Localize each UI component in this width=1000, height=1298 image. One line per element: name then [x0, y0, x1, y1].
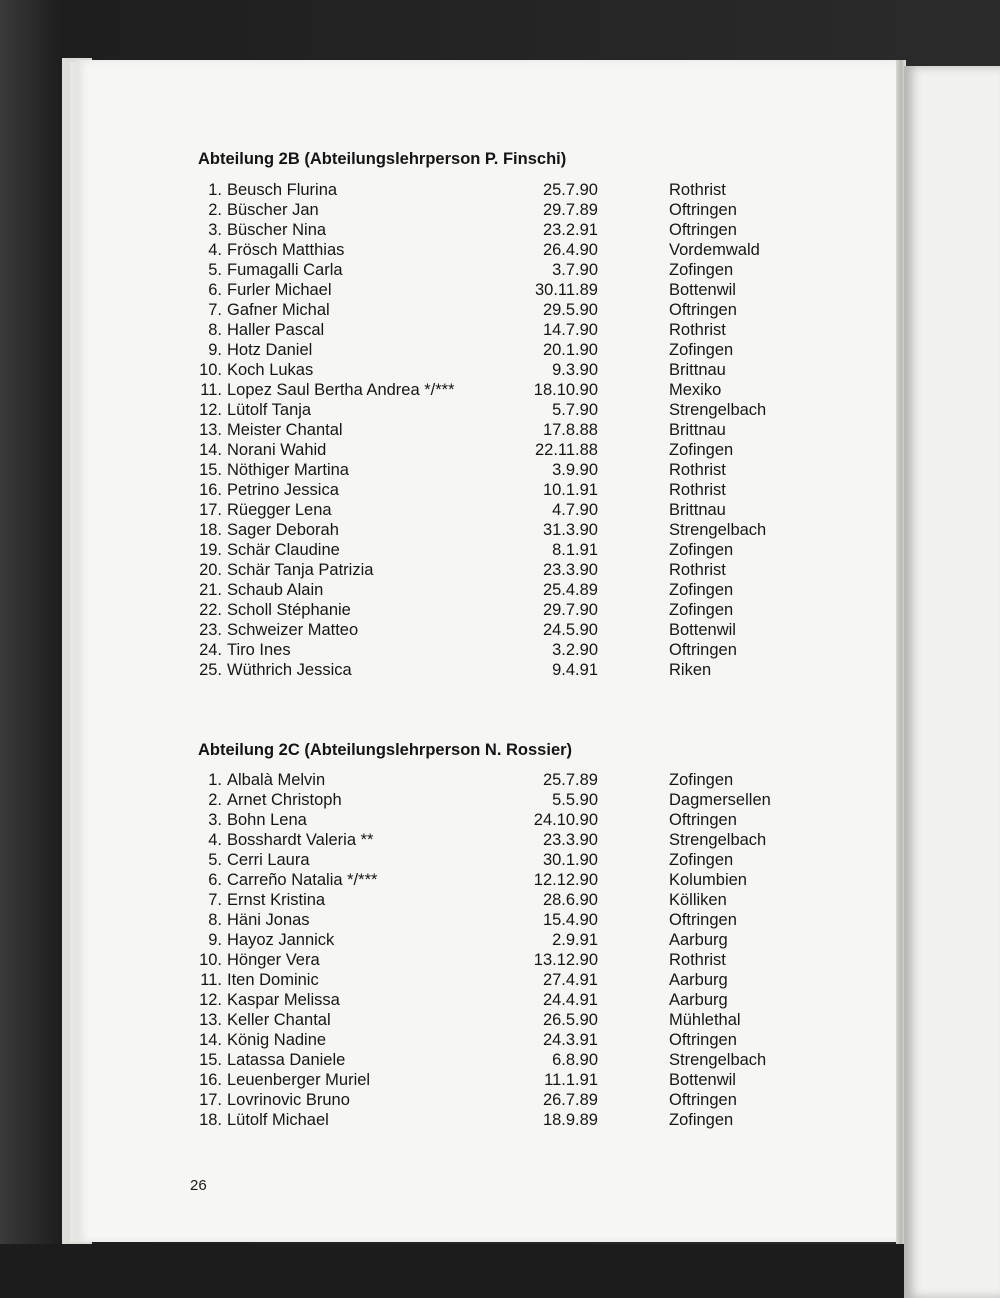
student-name: Lopez Saul Bertha Andrea */***	[227, 381, 455, 399]
student-name: Ernst Kristina	[227, 891, 326, 909]
home-town: Rothrist	[669, 951, 726, 969]
table-row	[194, 501, 814, 521]
row-number: 6.	[208, 281, 222, 299]
student-name: Hayoz Jannick	[227, 931, 335, 949]
student-name: Norani Wahid	[227, 441, 327, 459]
table-row	[194, 661, 814, 681]
row-number: 4.	[208, 831, 222, 849]
table-row	[194, 581, 814, 601]
table-row	[194, 481, 814, 501]
student-name: Rüegger Lena	[227, 501, 332, 519]
table-row	[194, 601, 814, 621]
birth-date: 24.10.90	[533, 811, 598, 829]
table-row	[194, 871, 814, 891]
row-number: 9.	[208, 931, 222, 949]
birth-date: 26.5.90	[542, 1011, 598, 1029]
home-town: Oftringen	[669, 811, 737, 829]
section-title-bold: Abteilung 2B	[198, 150, 300, 168]
student-name: Hönger Vera	[227, 951, 320, 969]
student-name: Büscher Jan	[227, 201, 319, 219]
birth-date: 28.6.90	[542, 891, 598, 909]
table-row	[194, 1111, 814, 1131]
student-name: Lütolf Michael	[227, 1111, 329, 1129]
home-town: Rothrist	[669, 461, 726, 479]
row-number: 18.	[199, 1111, 222, 1129]
row-number: 8.	[208, 911, 222, 929]
section-title-2c	[198, 741, 572, 760]
birth-date: 11.1.91	[544, 1071, 598, 1089]
table-row	[194, 971, 814, 991]
row-number: 19.	[199, 541, 222, 559]
table-row	[194, 891, 814, 911]
birth-date: 26.4.90	[542, 241, 598, 259]
table-row	[194, 911, 814, 931]
row-number: 25.	[199, 661, 222, 679]
birth-date: 3.9.90	[552, 461, 598, 479]
table-row	[194, 221, 814, 241]
row-number: 15.	[199, 461, 222, 479]
birth-date: 26.7.89	[542, 1091, 598, 1109]
table-row	[194, 811, 814, 831]
table-row	[194, 461, 814, 481]
table-row	[194, 771, 814, 791]
student-name: Lovrinovic Bruno	[227, 1091, 350, 1109]
table-row	[194, 1031, 814, 1051]
student-list-2b	[194, 181, 814, 681]
table-row	[194, 931, 814, 951]
table-row	[194, 261, 814, 281]
section-title-bold: Abteilung 2C	[198, 741, 300, 759]
home-town: Brittnau	[669, 501, 726, 519]
student-name: Iten Dominic	[227, 971, 319, 989]
row-number: 5.	[208, 261, 222, 279]
table-row	[194, 201, 814, 221]
home-town: Brittnau	[669, 361, 726, 379]
row-number: 17.	[199, 1091, 222, 1109]
birth-date: 18.10.90	[533, 381, 598, 399]
table-row	[194, 181, 814, 201]
student-name: Albalà Melvin	[227, 771, 326, 789]
student-name: Leuenberger Muriel	[227, 1071, 371, 1089]
row-number: 2.	[208, 791, 222, 809]
birth-date: 17.8.88	[542, 421, 598, 439]
row-number: 6.	[208, 871, 222, 889]
home-town: Oftringen	[669, 1031, 737, 1049]
table-row	[194, 1091, 814, 1111]
student-name: Häni Jonas	[227, 911, 310, 929]
birth-date: 14.7.90	[542, 321, 598, 339]
home-town: Aarburg	[669, 991, 728, 1009]
row-number: 21.	[199, 581, 222, 599]
student-name: Carreño Natalia */***	[227, 871, 378, 889]
birth-date: 18.9.89	[542, 1111, 598, 1129]
student-name: Wüthrich Jessica	[227, 661, 352, 679]
birth-date: 13.12.90	[533, 951, 598, 969]
student-name: Lütolf Tanja	[227, 401, 312, 419]
row-number: 7.	[208, 301, 222, 319]
student-name: Keller Chantal	[227, 1011, 331, 1029]
home-town: Zofingen	[669, 261, 734, 279]
home-town: Dagmersellen	[669, 791, 771, 809]
row-number: 10.	[199, 951, 222, 969]
home-town: Rothrist	[669, 481, 726, 499]
student-name: Fumagalli Carla	[227, 261, 343, 279]
home-town: Strengelbach	[669, 1051, 767, 1069]
table-row	[194, 991, 814, 1011]
row-number: 18.	[199, 521, 222, 539]
student-name: Cerri Laura	[227, 851, 310, 869]
home-town: Kölliken	[669, 891, 727, 909]
table-row	[194, 321, 814, 341]
page-number: 26	[190, 1177, 207, 1194]
birth-date: 12.12.90	[533, 871, 598, 889]
student-list-2c	[194, 771, 814, 1131]
row-number: 12.	[199, 991, 222, 1009]
row-number: 5.	[208, 851, 222, 869]
table-row	[194, 1071, 814, 1091]
birth-date: 23.2.91	[542, 221, 598, 239]
birth-date: 23.3.90	[542, 561, 598, 579]
birth-date: 24.5.90	[542, 621, 598, 639]
birth-date: 10.1.91	[542, 481, 598, 499]
student-name: Schär Claudine	[227, 541, 340, 559]
table-row	[194, 521, 814, 541]
birth-date: 29.7.89	[542, 201, 598, 219]
row-number: 24.	[199, 641, 222, 659]
home-town: Zofingen	[669, 771, 734, 789]
table-row	[194, 421, 814, 441]
row-number: 3.	[208, 811, 222, 829]
home-town: Mexiko	[669, 381, 722, 399]
table-row	[194, 951, 814, 971]
home-town: Mühlethal	[669, 1011, 741, 1029]
birth-date: 30.11.89	[534, 281, 598, 299]
birth-date: 24.4.91	[542, 991, 598, 1009]
home-town: Rothrist	[669, 561, 726, 579]
table-row	[194, 361, 814, 381]
student-name: Schär Tanja Patrizia	[227, 561, 374, 579]
row-number: 23.	[199, 621, 222, 639]
home-town: Zofingen	[669, 341, 734, 359]
table-row	[194, 281, 814, 301]
row-number: 15.	[199, 1051, 222, 1069]
student-name: Gafner Michal	[227, 301, 330, 319]
birth-date: 20.1.90	[542, 341, 598, 359]
home-town: Rothrist	[669, 321, 726, 339]
student-name: Bohn Lena	[227, 811, 307, 829]
home-town: Oftringen	[669, 1091, 737, 1109]
row-number: 13.	[199, 421, 222, 439]
row-number: 10.	[199, 361, 222, 379]
table-row	[194, 621, 814, 641]
birth-date: 23.3.90	[542, 831, 598, 849]
table-row	[194, 851, 814, 871]
home-town: Zofingen	[669, 851, 734, 869]
birth-date: 24.3.91	[542, 1031, 598, 1049]
home-town: Strengelbach	[669, 521, 767, 539]
row-number: 3.	[208, 221, 222, 239]
home-town: Zofingen	[669, 1111, 734, 1129]
row-number: 16.	[199, 1071, 222, 1089]
home-town: Vordemwald	[669, 241, 760, 259]
student-name: Kaspar Melissa	[227, 991, 340, 1009]
scan-border-bottom	[0, 1244, 904, 1298]
student-name: Bosshardt Valeria **	[227, 831, 374, 849]
table-row	[194, 401, 814, 421]
row-number: 14.	[199, 441, 222, 459]
home-town: Bottenwil	[669, 621, 736, 639]
student-name: Büscher Nina	[227, 221, 327, 239]
student-name: Scholl Stéphanie	[227, 601, 351, 619]
home-town: Zofingen	[669, 441, 734, 459]
row-number: 14.	[199, 1031, 222, 1049]
birth-date: 9.3.90	[552, 361, 598, 379]
student-name: Frösch Matthias	[227, 241, 345, 259]
birth-date: 9.4.91	[552, 661, 598, 679]
home-town: Aarburg	[669, 971, 728, 989]
student-name: Schweizer Matteo	[227, 621, 359, 639]
row-number: 2.	[208, 201, 222, 219]
row-number: 20.	[199, 561, 222, 579]
student-name: König Nadine	[227, 1031, 327, 1049]
home-town: Riken	[669, 661, 712, 679]
birth-date: 29.7.90	[542, 601, 598, 619]
row-number: 9.	[208, 341, 222, 359]
row-number: 11.	[200, 971, 222, 989]
home-town: Bottenwil	[669, 1071, 736, 1089]
table-row	[194, 1011, 814, 1031]
birth-date: 25.7.90	[542, 181, 598, 199]
row-number: 1.	[208, 771, 222, 789]
table-row	[194, 561, 814, 581]
section-title-teacher: (Abteilungslehrperson P. Finschi)	[299, 150, 567, 168]
home-town: Bottenwil	[669, 281, 736, 299]
student-name: Haller Pascal	[227, 321, 325, 339]
student-name: Nöthiger Martina	[227, 461, 349, 479]
home-town: Zofingen	[669, 541, 734, 559]
birth-date: 25.4.89	[542, 581, 598, 599]
table-row	[194, 541, 814, 561]
birth-date: 5.7.90	[552, 401, 598, 419]
birth-date: 22.11.88	[534, 441, 598, 459]
student-name: Hotz Daniel	[227, 341, 313, 359]
student-name: Koch Lukas	[227, 361, 314, 379]
birth-date: 5.5.90	[552, 791, 598, 809]
student-name: Sager Deborah	[227, 521, 339, 539]
home-town: Zofingen	[669, 581, 734, 599]
row-number: 12.	[199, 401, 222, 419]
home-town: Oftringen	[669, 301, 737, 319]
row-number: 4.	[208, 241, 222, 259]
birth-date: 29.5.90	[542, 301, 598, 319]
table-row	[194, 441, 814, 461]
student-name: Tiro Ines	[227, 641, 291, 659]
birth-date: 4.7.90	[552, 501, 598, 519]
birth-date: 2.9.91	[552, 931, 598, 949]
row-number: 8.	[208, 321, 222, 339]
home-town: Oftringen	[669, 911, 737, 929]
table-row	[194, 241, 814, 261]
table-row	[194, 301, 814, 321]
student-name: Arnet Christoph	[227, 791, 342, 809]
table-row	[194, 1051, 814, 1071]
student-name: Meister Chantal	[227, 421, 343, 439]
birth-date: 15.4.90	[542, 911, 598, 929]
student-name: Schaub Alain	[227, 581, 324, 599]
home-town: Strengelbach	[669, 831, 767, 849]
student-name: Furler Michael	[227, 281, 332, 299]
birth-date: 30.1.90	[542, 851, 598, 869]
home-town: Aarburg	[669, 931, 728, 949]
student-name: Latassa Daniele	[227, 1051, 346, 1069]
home-town: Oftringen	[669, 221, 737, 239]
section-title-2b	[198, 150, 566, 169]
table-row	[194, 831, 814, 851]
student-name: Beusch Flurina	[227, 181, 338, 199]
table-row	[194, 641, 814, 661]
section-title-teacher: (Abteilungslehrperson N. Rossier)	[299, 741, 573, 759]
home-town: Zofingen	[669, 601, 734, 619]
row-number: 16.	[199, 481, 222, 499]
row-number: 11.	[200, 381, 222, 399]
birth-date: 25.7.89	[542, 771, 598, 789]
birth-date: 3.2.90	[552, 641, 598, 659]
table-row	[194, 791, 814, 811]
birth-date: 31.3.90	[542, 521, 598, 539]
home-town: Oftringen	[669, 641, 737, 659]
table-row	[194, 381, 814, 401]
row-number: 7.	[208, 891, 222, 909]
home-town: Strengelbach	[669, 401, 767, 419]
row-number: 1.	[208, 181, 222, 199]
birth-date: 8.1.91	[552, 541, 598, 559]
row-number: 13.	[199, 1011, 222, 1029]
birth-date: 3.7.90	[552, 261, 598, 279]
home-town: Rothrist	[669, 181, 726, 199]
home-town: Brittnau	[669, 421, 726, 439]
home-town: Kolumbien	[669, 871, 747, 889]
table-row	[194, 341, 814, 361]
row-number: 17.	[199, 501, 222, 519]
home-town: Oftringen	[669, 201, 737, 219]
birth-date: 27.4.91	[542, 971, 598, 989]
row-number: 22.	[199, 601, 222, 619]
student-name: Petrino Jessica	[227, 481, 339, 499]
facing-page-edge	[904, 66, 1000, 1298]
birth-date: 6.8.90	[552, 1051, 598, 1069]
